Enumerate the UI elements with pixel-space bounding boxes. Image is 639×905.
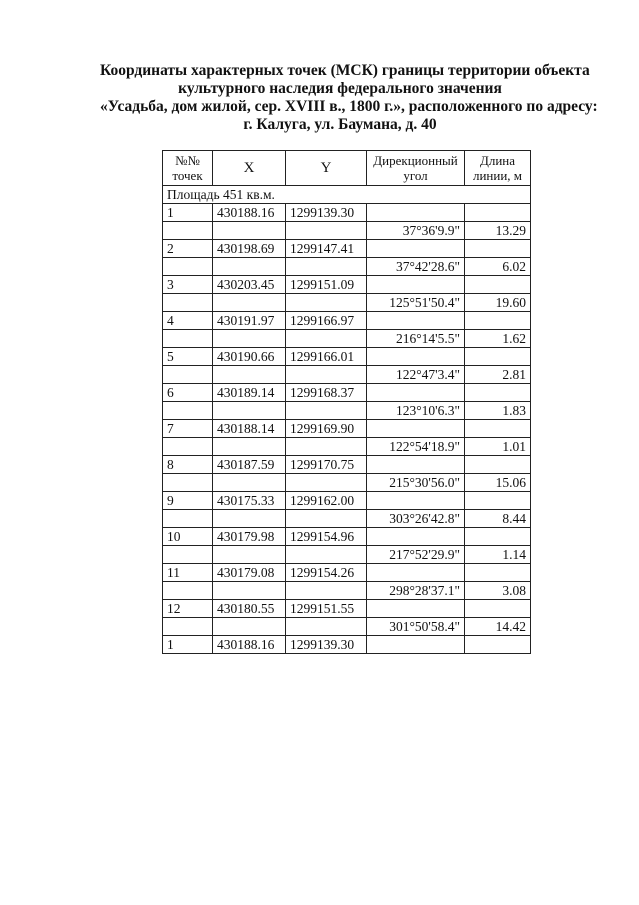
empty-cell <box>465 384 531 402</box>
empty-cell <box>213 546 286 564</box>
empty-cell <box>367 456 465 474</box>
segment-row <box>163 510 531 528</box>
empty-cell <box>213 402 286 420</box>
point-number: 5 <box>163 348 213 366</box>
empty-cell <box>286 474 367 492</box>
segment-length: 3.08 <box>465 582 531 600</box>
segment-length: 14.42 <box>465 618 531 636</box>
point-x: 430189.14 <box>213 384 286 402</box>
point-y: 1299168.37 <box>286 384 367 402</box>
empty-cell <box>286 330 367 348</box>
segment-row <box>163 582 531 600</box>
point-row <box>163 204 531 222</box>
segment-row <box>163 618 531 636</box>
point-row <box>163 348 531 366</box>
empty-cell <box>367 528 465 546</box>
empty-cell <box>286 582 367 600</box>
segment-row <box>163 258 531 276</box>
empty-cell <box>465 276 531 294</box>
point-number: 4 <box>163 312 213 330</box>
empty-cell <box>163 330 213 348</box>
point-x: 430188.16 <box>213 204 286 222</box>
empty-cell <box>465 204 531 222</box>
empty-cell <box>286 510 367 528</box>
segment-row <box>163 366 531 384</box>
point-number: 2 <box>163 240 213 258</box>
empty-cell <box>163 510 213 528</box>
empty-cell <box>163 294 213 312</box>
empty-cell <box>213 438 286 456</box>
header-line-length: Длина линии, м <box>465 151 531 186</box>
segment-length: 1.83 <box>465 402 531 420</box>
segment-length: 13.29 <box>465 222 531 240</box>
segment-row <box>163 330 531 348</box>
empty-cell <box>367 636 465 654</box>
empty-cell <box>213 474 286 492</box>
empty-cell <box>163 618 213 636</box>
point-number: 9 <box>163 492 213 510</box>
point-row <box>163 492 531 510</box>
empty-cell <box>465 492 531 510</box>
empty-cell <box>163 258 213 276</box>
point-row <box>163 528 531 546</box>
point-y: 1299151.55 <box>286 600 367 618</box>
segment-length: 1.62 <box>465 330 531 348</box>
segment-length: 1.01 <box>465 438 531 456</box>
empty-cell <box>465 348 531 366</box>
point-number: 7 <box>163 420 213 438</box>
empty-cell <box>213 222 286 240</box>
empty-cell <box>367 240 465 258</box>
segment-angle: 37°36'9.9" <box>367 222 465 240</box>
point-x: 430203.45 <box>213 276 286 294</box>
segment-length: 19.60 <box>465 294 531 312</box>
point-number: 6 <box>163 384 213 402</box>
empty-cell <box>367 348 465 366</box>
point-y: 1299154.26 <box>286 564 367 582</box>
title-line-4: г. Калуга, ул. Баумана, д. 40 <box>243 116 437 133</box>
empty-cell <box>367 600 465 618</box>
point-row <box>163 276 531 294</box>
empty-cell <box>163 582 213 600</box>
empty-cell <box>213 258 286 276</box>
point-row <box>163 600 531 618</box>
point-x: 430180.55 <box>213 600 286 618</box>
empty-cell <box>367 420 465 438</box>
segment-length: 8.44 <box>465 510 531 528</box>
empty-cell <box>367 312 465 330</box>
point-y: 1299139.30 <box>286 636 367 654</box>
empty-cell <box>367 564 465 582</box>
header-y: Y <box>286 151 367 186</box>
empty-cell <box>367 384 465 402</box>
segment-angle: 215°30'56.0" <box>367 474 465 492</box>
title-line-1: Координаты характерных точек (МСК) границы территории объекта <box>100 62 590 79</box>
empty-cell <box>367 276 465 294</box>
segment-row <box>163 222 531 240</box>
point-row <box>163 420 531 438</box>
point-number: 1 <box>163 636 213 654</box>
point-y: 1299169.90 <box>286 420 367 438</box>
header-direction-angle: Дирекционный угол <box>367 151 465 186</box>
coordinates-table <box>162 150 531 654</box>
segment-angle: 123°10'6.3" <box>367 402 465 420</box>
segment-length: 1.14 <box>465 546 531 564</box>
point-number: 3 <box>163 276 213 294</box>
point-x: 430175.33 <box>213 492 286 510</box>
empty-cell <box>163 438 213 456</box>
empty-cell <box>163 474 213 492</box>
point-y: 1299154.96 <box>286 528 367 546</box>
area-row <box>163 186 531 204</box>
segment-row <box>163 402 531 420</box>
point-y: 1299147.41 <box>286 240 367 258</box>
empty-cell <box>213 330 286 348</box>
segment-length: 2.81 <box>465 366 531 384</box>
point-y: 1299166.97 <box>286 312 367 330</box>
segment-angle: 303°26'42.8" <box>367 510 465 528</box>
empty-cell <box>213 582 286 600</box>
table-header-row <box>163 151 531 186</box>
point-x: 430198.69 <box>213 240 286 258</box>
header-x: X <box>213 151 286 186</box>
empty-cell <box>286 546 367 564</box>
point-x: 430188.14 <box>213 420 286 438</box>
segment-row <box>163 474 531 492</box>
point-x: 430191.97 <box>213 312 286 330</box>
point-row <box>163 384 531 402</box>
point-x: 430179.98 <box>213 528 286 546</box>
point-number: 8 <box>163 456 213 474</box>
point-x: 430188.16 <box>213 636 286 654</box>
header-point-number: №№ точек <box>163 151 213 186</box>
point-y: 1299170.75 <box>286 456 367 474</box>
segment-angle: 122°54'18.9" <box>367 438 465 456</box>
empty-cell <box>465 240 531 258</box>
segment-row <box>163 546 531 564</box>
empty-cell <box>213 510 286 528</box>
segment-angle: 125°51'50.4" <box>367 294 465 312</box>
empty-cell <box>213 366 286 384</box>
point-y: 1299139.30 <box>286 204 367 222</box>
point-number: 10 <box>163 528 213 546</box>
point-y: 1299151.09 <box>286 276 367 294</box>
empty-cell <box>465 636 531 654</box>
empty-cell <box>213 294 286 312</box>
point-number: 11 <box>163 564 213 582</box>
empty-cell <box>286 258 367 276</box>
empty-cell <box>286 402 367 420</box>
empty-cell <box>465 600 531 618</box>
empty-cell <box>163 546 213 564</box>
segment-angle: 301°50'58.4" <box>367 618 465 636</box>
point-y: 1299166.01 <box>286 348 367 366</box>
empty-cell <box>465 456 531 474</box>
empty-cell <box>286 222 367 240</box>
point-number: 12 <box>163 600 213 618</box>
segment-angle: 216°14'5.5" <box>367 330 465 348</box>
empty-cell <box>286 366 367 384</box>
empty-cell <box>465 528 531 546</box>
document-title <box>100 62 598 134</box>
empty-cell <box>367 492 465 510</box>
empty-cell <box>213 618 286 636</box>
segment-length: 15.06 <box>465 474 531 492</box>
empty-cell <box>163 402 213 420</box>
point-x: 430190.66 <box>213 348 286 366</box>
segment-angle: 37°42'28.6" <box>367 258 465 276</box>
point-row <box>163 636 531 654</box>
title-line-3: «Усадьба, дом жилой, сер. XVIII в., 1800 г.», расположенного по адресу: <box>100 98 598 115</box>
empty-cell <box>286 294 367 312</box>
title-line-2: культурного наследия федерального значения <box>178 80 502 97</box>
empty-cell <box>286 618 367 636</box>
empty-cell <box>465 312 531 330</box>
segment-angle: 298°28'37.1" <box>367 582 465 600</box>
empty-cell <box>465 564 531 582</box>
segment-row <box>163 294 531 312</box>
point-row <box>163 564 531 582</box>
point-y: 1299162.00 <box>286 492 367 510</box>
point-x: 430187.59 <box>213 456 286 474</box>
segment-angle: 217°52'29.9" <box>367 546 465 564</box>
empty-cell <box>163 222 213 240</box>
segment-angle: 122°47'3.4" <box>367 366 465 384</box>
point-row <box>163 456 531 474</box>
empty-cell <box>367 204 465 222</box>
point-row <box>163 312 531 330</box>
point-row <box>163 240 531 258</box>
point-number: 1 <box>163 204 213 222</box>
empty-cell <box>286 438 367 456</box>
empty-cell <box>163 366 213 384</box>
segment-row <box>163 438 531 456</box>
empty-cell <box>465 420 531 438</box>
segment-length: 6.02 <box>465 258 531 276</box>
point-x: 430179.08 <box>213 564 286 582</box>
area-label: Площадь 451 кв.м. <box>163 186 531 204</box>
